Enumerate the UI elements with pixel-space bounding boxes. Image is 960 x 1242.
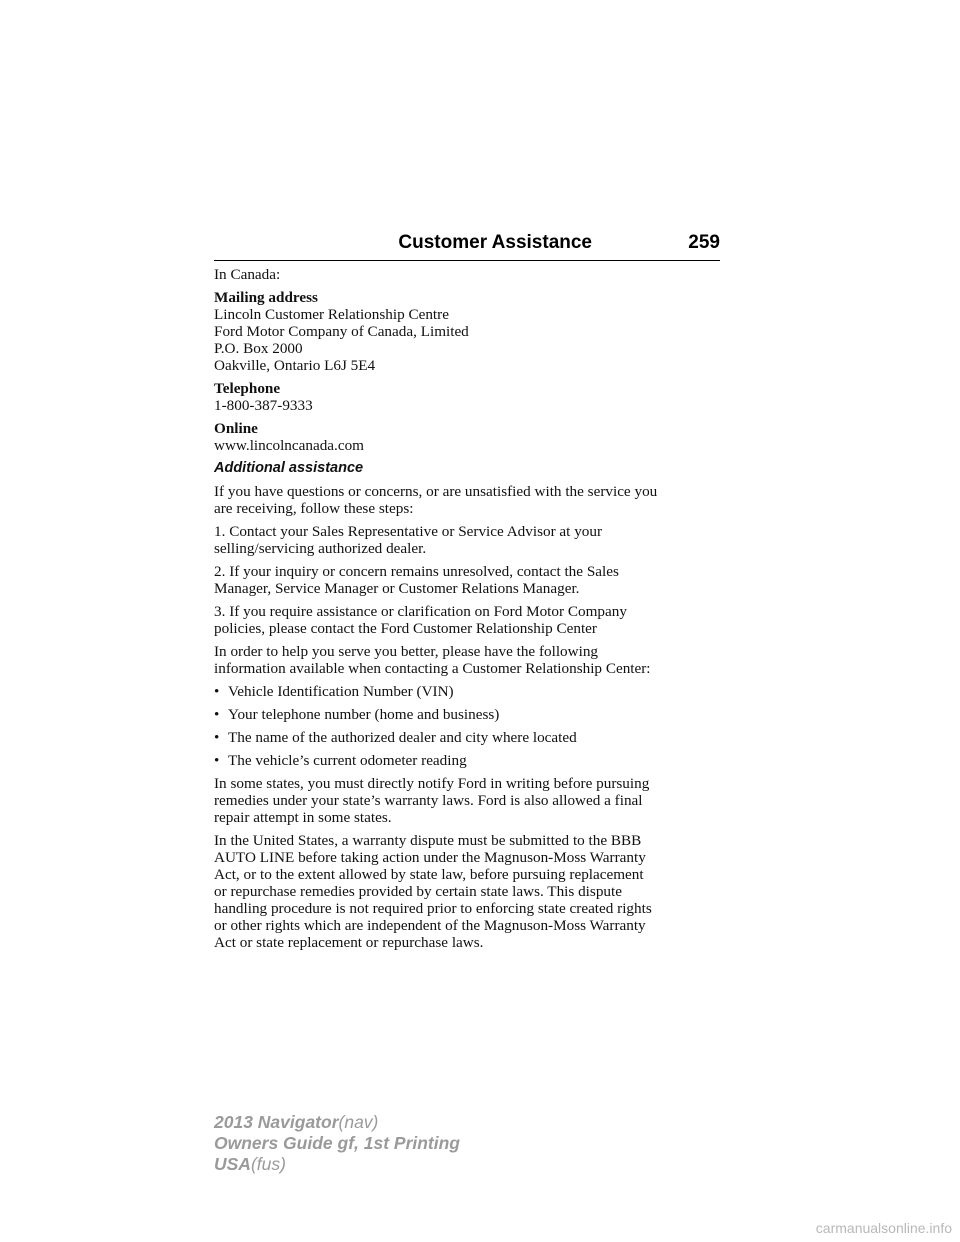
bullet-item (214, 683, 724, 700)
footer-model: 2013 Navigator (214, 1112, 339, 1132)
step-3 (214, 603, 724, 637)
paragraph-line: In some states, you must directly notify Ford in writing before pursuing (214, 775, 650, 792)
page-number: 259 (688, 232, 720, 253)
paragraph-line: or other rights which are independent of the Magnuson-Moss Warranty (214, 917, 646, 934)
paragraph-line: In order to help you serve you better, please have the following (214, 643, 599, 660)
website-url: www.lincolncanada.com (214, 437, 364, 454)
watermark: carmanualsonline.info (815, 1220, 952, 1236)
step-1 (214, 523, 724, 557)
bullet-text: Vehicle Identification Number (VIN) (228, 683, 454, 700)
paragraph-line: 3. If you require assistance or clarification on Ford Motor Company (214, 603, 627, 620)
bullet-text: The vehicle’s current odometer reading (228, 752, 467, 769)
bullet-text: Your telephone number (home and business) (228, 706, 500, 723)
canada-intro: In Canada: (214, 266, 281, 283)
bullet-item (214, 752, 724, 769)
paragraph-line: If you have questions or concerns, or are unsatisfied with the service you (214, 483, 658, 500)
paragraph-line: are receiving, follow these steps: (214, 500, 414, 517)
step-2 (214, 563, 724, 597)
paragraph-line: repair attempt in some states. (214, 809, 392, 826)
bullet-item (214, 729, 724, 746)
footer-model-code: (nav) (338, 1112, 379, 1132)
states-paragraph (214, 775, 724, 826)
paragraph-line: information available when contacting a Customer Relationship Center: (214, 660, 651, 677)
bullet-text: The name of the authorized dealer and city where located (228, 729, 577, 746)
footer-line-1 (214, 1112, 460, 1133)
paragraph-line: Act or state replacement or repurchase laws. (214, 934, 484, 951)
footer-market-code: (fus) (250, 1154, 286, 1174)
paragraph-line: policies, please contact the Ford Customer Relationship Center (214, 620, 597, 637)
us-paragraph (214, 832, 724, 951)
bullet-icon: • (214, 706, 220, 723)
paragraph-line: remedies under your state’s warranty laws. Ford is also allowed a final (214, 792, 643, 809)
footer-line-3 (214, 1154, 460, 1175)
bullet-icon: • (214, 683, 220, 700)
paragraph-line: 1. Contact your Sales Representative or Service Advisor at your (214, 523, 603, 540)
paragraph-line: selling/servicing authorized dealer. (214, 540, 427, 557)
telephone-heading: Telephone (214, 380, 281, 397)
address-line: P.O. Box 2000 (214, 340, 303, 357)
footer-market: USA (214, 1154, 251, 1174)
page-body (214, 266, 724, 957)
page-header (214, 232, 720, 261)
online-block (214, 420, 724, 454)
additional-intro (214, 483, 724, 517)
section-title: Customer Assistance (398, 232, 592, 253)
paragraph-line: AUTO LINE before taking action under the Magnuson-Moss Warranty (214, 849, 646, 866)
paragraph-line: handling procedure is not required prior to enforcing state created rights (214, 900, 652, 917)
bullet-icon: • (214, 729, 220, 746)
paragraph-line: Manager, Service Manager or Customer Relations Manager. (214, 580, 580, 597)
footer-line-2: Owners Guide gf, 1st Printing (214, 1133, 460, 1153)
page-footer (214, 1112, 460, 1175)
address-line: Oakville, Ontario L6J 5E4 (214, 357, 376, 374)
telephone-number: 1-800-387-9333 (214, 397, 313, 414)
paragraph-line: In the United States, a warranty dispute must be submitted to the BBB (214, 832, 642, 849)
telephone-block (214, 380, 724, 414)
additional-assistance-heading: Additional assistance (214, 460, 364, 476)
mailing-heading: Mailing address (214, 289, 318, 306)
info-paragraph (214, 643, 724, 677)
bullet-icon: • (214, 752, 220, 769)
address-line: Lincoln Customer Relationship Centre (214, 306, 449, 323)
paragraph-line: Act, or to the extent allowed by state law, before pursuing replacement (214, 866, 644, 883)
paragraph-line: 2. If your inquiry or concern remains unresolved, contact the Sales (214, 563, 619, 580)
bullet-item (214, 706, 724, 723)
address-line: Ford Motor Company of Canada, Limited (214, 323, 469, 340)
paragraph-line: or repurchase remedies provided by certain state laws. This dispute (214, 883, 622, 900)
mailing-address-block (214, 289, 724, 374)
online-heading: Online (214, 420, 258, 437)
